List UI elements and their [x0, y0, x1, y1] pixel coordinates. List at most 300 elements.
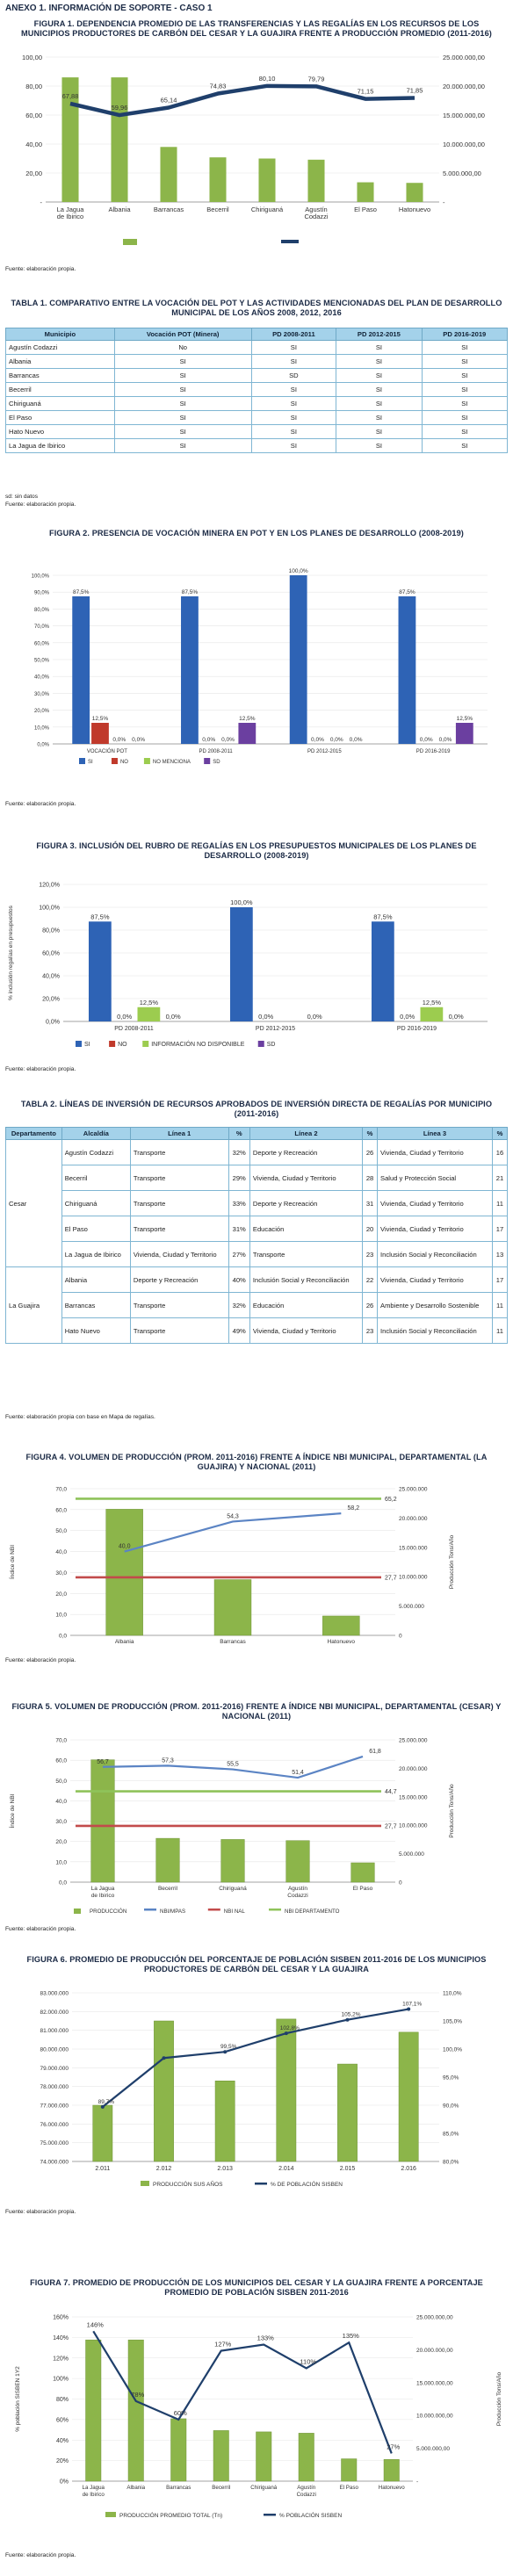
table-cell: SI [251, 411, 336, 425]
legend-label: NBI NAL [223, 1909, 245, 1915]
table-row [6, 383, 508, 397]
bar [290, 575, 307, 744]
y-tick-label: 10,0 [55, 1859, 67, 1866]
x-tick-label: 2.013 [217, 2166, 233, 2172]
legend-swatch [109, 1041, 115, 1047]
bar [406, 183, 423, 202]
data-label: 54,3 [227, 1513, 239, 1520]
data-label: 0,0% [329, 737, 343, 743]
data-label: 44,7 [385, 1789, 397, 1796]
y2-tick-label: 20.000.000 [399, 1765, 428, 1772]
table-cell: SI [422, 369, 507, 383]
y-tick-label: 120% [53, 2356, 69, 2363]
table-cell: SI [114, 383, 251, 397]
data-label: 61,8 [369, 1748, 381, 1755]
bar [215, 2081, 235, 2161]
table-header-cell: Alcaldía [61, 1128, 130, 1140]
table-row [6, 425, 508, 439]
x-tick-label: Becerril [212, 2485, 231, 2491]
legend-swatch [105, 2512, 116, 2517]
figure-2-chart [0, 559, 513, 797]
table-cell: Educación [249, 1216, 362, 1242]
bar [256, 2432, 271, 2481]
y-tick-label: 40,0% [33, 675, 49, 681]
x-tick-label: de Ibirico [56, 213, 84, 220]
x-tick-label: Barrancas [153, 206, 184, 213]
table-cell: 32% [228, 1293, 249, 1318]
x-tick-label: Albania [108, 206, 131, 213]
bar [351, 1863, 375, 1882]
table-row [6, 369, 508, 383]
table-cell: Transporte [130, 1191, 228, 1216]
y2-tick-label: 10.000.000,00 [416, 2413, 453, 2420]
y-tick-label: 30,0 [55, 1569, 67, 1577]
data-label: 0,0% [221, 737, 235, 743]
table-cell: 26 [363, 1140, 378, 1165]
legend-label: PRODUCCIÓN SUS AÑOS [153, 2182, 223, 2188]
table-2 [5, 1127, 508, 1344]
bar [230, 907, 253, 1021]
x-tick-label: Chiriguaná [219, 1886, 247, 1892]
table-cell: 31% [228, 1216, 249, 1242]
legend-swatch [142, 1041, 148, 1047]
table-cell: SI [336, 439, 422, 453]
y-axis-label: Índice de NBI [10, 1544, 16, 1580]
legend-swatch [204, 758, 210, 764]
x-tick-label: Albania [126, 2485, 146, 2491]
y2-tick-label: - [416, 2479, 419, 2486]
data-label: 99,5% [220, 2044, 237, 2051]
bar [286, 1841, 310, 1882]
y2-tick-label: 10.000.000,00 [443, 141, 485, 148]
y-tick-label: 20% [55, 2458, 69, 2465]
series-point [346, 2018, 350, 2022]
table-cell: Salud y Protección Social [378, 1165, 493, 1191]
table-row [6, 355, 508, 369]
x-tick-label: de Ibirico [90, 1893, 115, 1899]
table-row [6, 1140, 508, 1165]
data-label: 87,5% [181, 589, 199, 595]
table-cell: SI [251, 341, 336, 355]
y2-tick-label: 15.000.000 [399, 1794, 428, 1801]
data-label: 12,5% [422, 998, 442, 1007]
series-point [101, 2105, 105, 2109]
table-cell: Vivienda, Ciudad y Territorio [249, 1318, 362, 1344]
table-cell: SI [251, 355, 336, 369]
table-cell: SI [251, 439, 336, 453]
y2-tick-label: 25.000.000 [399, 1737, 428, 1744]
table-cell: 20 [363, 1216, 378, 1242]
data-label: 56,7 [97, 1758, 109, 1765]
legend-label: NO MENCIONA [152, 760, 191, 765]
y-tick-label: 78.000.000 [40, 2084, 69, 2091]
table-cell: SI [251, 397, 336, 411]
bar [154, 2021, 173, 2161]
bar [156, 1838, 180, 1882]
legend-label: SD [213, 760, 220, 765]
table-cell: 11 [492, 1318, 507, 1344]
data-label: 58,2 [347, 1505, 360, 1512]
legend-label: NBI DEPARTAMENTO [285, 1909, 340, 1915]
y-tick-label: 60,0% [33, 641, 49, 647]
y2-tick-label: 5.000.000 [399, 1851, 424, 1858]
data-label: 60% [173, 2408, 187, 2417]
y-tick-label: 0,0 [58, 1880, 67, 1887]
table-cell: SI [336, 369, 422, 383]
x-tick-label: Codazzi [304, 213, 329, 220]
y-tick-label: 80,0% [33, 607, 49, 613]
y-tick-label: 20,0% [42, 996, 60, 1003]
legend-swatch-bar [123, 239, 137, 245]
table-1-note: sd: sin datos [5, 494, 39, 500]
x-tick-label: Becerril [157, 1886, 178, 1892]
data-label: 40,0 [118, 1543, 131, 1550]
x-tick-label: PD 2016-2019 [415, 749, 451, 754]
table-header-cell: Línea 2 [249, 1128, 362, 1140]
y2-tick-label: 20.000.000,00 [443, 83, 485, 90]
y-tick-label: 20,0 [55, 1591, 67, 1598]
table-header-cell: % [492, 1128, 507, 1140]
y2-tick-label: 90,0% [443, 2103, 459, 2110]
x-tick-label: Becerril [206, 206, 229, 213]
x-tick-label: Chiriguaná [250, 206, 284, 213]
bar [337, 2064, 357, 2161]
bar [421, 1007, 444, 1021]
data-label: 0,0% [438, 737, 452, 743]
bar [181, 596, 199, 744]
data-label: 12,5% [91, 716, 109, 722]
bar [322, 1616, 359, 1635]
y2-axis-label: Producción Tons/Año [496, 2371, 502, 2427]
x-tick-label: Albania [114, 1639, 134, 1645]
data-label: 87,5% [72, 589, 90, 595]
data-label: 0,0% [165, 1013, 181, 1021]
table-cell: SI [422, 411, 507, 425]
legend-label: NO [118, 1042, 127, 1048]
y2-tick-label: 20.000.000 [399, 1515, 428, 1522]
table-cell: 13 [492, 1242, 507, 1267]
y-tick-label: 60,0% [42, 950, 60, 957]
table-cell: SI [114, 425, 251, 439]
data-label: 79,79 [307, 75, 325, 83]
table-cell: 49% [228, 1318, 249, 1344]
table-cell: La Jagua de Ibirico [61, 1242, 130, 1267]
table-cell: SI [114, 411, 251, 425]
y-tick-label: 30,0% [33, 691, 49, 697]
y-tick-label: 120,0% [39, 882, 60, 889]
table-cell: SI [336, 397, 422, 411]
data-label: 100,0% [230, 898, 253, 906]
y-axis-label: % población SISBEN 1Y2 [15, 2366, 21, 2432]
data-label: 71,85 [406, 86, 423, 95]
y-tick-label: 40,0 [55, 1549, 67, 1556]
table-cell: 31 [363, 1191, 378, 1216]
data-label: 0,0% [258, 1013, 274, 1021]
data-label: 57,3 [162, 1757, 174, 1764]
bar [384, 2459, 399, 2481]
legend-swatch [76, 1041, 82, 1047]
bar [258, 159, 275, 203]
figure-7-title: FIGURA 7. PROMEDIO DE PRODUCCIÓN DE LOS MUNICIPIOS DEL CESAR Y LA GUAJIRA FRENTE A PORCENTAJE PROMEDIO DE POBLACIÓN SISBEN 2011-2016 [30, 2278, 483, 2297]
data-label: 80,10 [258, 74, 276, 83]
y-tick-label: 10,0 [55, 1612, 67, 1619]
y-tick-label: 60,0 [55, 1757, 67, 1764]
data-label: 65,14 [160, 96, 177, 105]
figure-4-chart [0, 1482, 513, 1653]
data-label: 87,5% [399, 589, 415, 595]
bar [91, 1760, 115, 1882]
legend-swatch [79, 758, 85, 764]
data-label: 100,0% [288, 568, 308, 574]
table-cell: Deporte y Recreación [130, 1267, 228, 1293]
y-tick-label: 40% [55, 2437, 69, 2444]
x-tick-label: Codazzi [296, 2492, 316, 2498]
x-tick-label: La Jagua [90, 1886, 115, 1892]
table-cell: Transporte [130, 1318, 228, 1344]
table-cell: Barrancas [61, 1293, 130, 1318]
table-header-cell: PD 2016-2019 [422, 328, 507, 341]
legend-label: % POBLACIÓN SISBEN [279, 2513, 343, 2519]
y2-tick-label: 5.000.000,00 [443, 170, 481, 177]
data-label: 65,2 [385, 1496, 397, 1503]
y-tick-label: 82.000.000 [40, 2009, 69, 2016]
bar [299, 2433, 314, 2481]
data-label: 0,0% [202, 737, 216, 743]
legend-swatch [141, 2181, 149, 2186]
y2-tick-label: 95,0% [443, 2075, 459, 2082]
table-cell: SI [422, 425, 507, 439]
table-cell: Transporte [130, 1140, 228, 1165]
y-tick-label: 40,0% [42, 973, 60, 980]
data-label: 107,1% [402, 2001, 423, 2008]
x-tick-label: 2.011 [95, 2166, 111, 2172]
y2-axis-label: Producción Tons/Año [449, 1784, 455, 1838]
table-cell: SI [114, 439, 251, 453]
y-tick-label: 75.000.000 [40, 2140, 69, 2147]
table-cell: Deporte y Recreación [249, 1140, 362, 1165]
y2-tick-label: - [443, 198, 445, 206]
data-label: 0,0% [132, 737, 145, 743]
table-header-cell: Vocación POT (Minera) [114, 328, 251, 341]
table-cell: Transporte [130, 1165, 228, 1191]
table-2-title: TABLA 2. LÍNEAS DE INVERSIÓN DE RECURSOS APROBADOS DE INVERSIÓN DIRECTA DE REGALÍAS POR MUNICIPIO (2011-2016) [20, 1100, 493, 1118]
table-cell: Ambiente y Desarrollo Sostenible [378, 1293, 493, 1318]
bar [138, 1007, 161, 1021]
table-cell: Transporte [130, 1216, 228, 1242]
figure-3-source: Fuente: elaboración propia. [5, 1066, 76, 1072]
y-tick-label: 77.000.000 [40, 2103, 69, 2110]
legend-label: INFORMACIÓN NO DISPONIBLE [151, 1042, 245, 1048]
table-cell: SI [114, 397, 251, 411]
y-tick-label: 50,0% [33, 658, 49, 664]
y-tick-label: 74.000.000 [40, 2159, 69, 2166]
table-row [6, 397, 508, 411]
table-cell: SI [114, 355, 251, 369]
table-1-title: TABLA 1. COMPARATIVO ENTRE LA VOCACIÓN DEL POT Y LAS ACTIVIDADES MENCIONADAS DEL PLAN DE DESARROLLO MUNICIPAL DE LOS AÑOS 2008, 2012, 2016 [11, 299, 502, 317]
y-tick-label: 160% [53, 2314, 69, 2321]
table-cell: Inclusión Social y Reconciliación [378, 1318, 493, 1344]
figure-1-title: FIGURA 1. DEPENDENCIA PROMEDIO DE LAS TRANSFERENCIAS Y LAS REGALÍAS EN LOS RECURSOS DE LOS MUNICIPIOS PRODUCTORES DE CARBÓN DEL CESAR Y LA GUAJIRA FRENTE A PRODUCCIÓN PROMEDIO (2011-2016) [21, 19, 492, 38]
figure-6-chart [0, 1986, 513, 2205]
data-label: 146% [86, 2320, 104, 2329]
series-point [223, 2050, 227, 2053]
table-cell: Becerril [61, 1165, 130, 1191]
legend-swatch [269, 1909, 281, 1911]
table-cell: SI [336, 341, 422, 355]
legend-label: SD [266, 1042, 276, 1048]
table-cell: 33% [228, 1191, 249, 1216]
bar [221, 1839, 245, 1882]
legend-swatch [74, 1909, 81, 1914]
table-cell: Inclusión Social y Reconciliación [249, 1267, 362, 1293]
table-cell: 23 [363, 1242, 378, 1267]
x-tick-label: PD 2012-2015 [255, 1026, 296, 1032]
x-tick-label: 2.014 [278, 2166, 294, 2172]
data-label: 127% [214, 2340, 232, 2349]
y-tick-label: 76.000.000 [40, 2121, 69, 2128]
figure-7-chart [0, 2310, 513, 2534]
table-cell: Transporte [130, 1293, 228, 1318]
y2-tick-label: 80,0% [443, 2159, 459, 2166]
figure-2-source: Fuente: elaboración propia. [5, 801, 76, 807]
bar [399, 2032, 418, 2161]
table-cell: 26 [363, 1293, 378, 1318]
y-tick-label: 0,0% [46, 1019, 60, 1026]
table-cell: SI [251, 425, 336, 439]
y2-tick-label: 20.000.000,00 [416, 2347, 453, 2354]
x-tick-label: Hatonuevo [327, 1639, 356, 1645]
bar [357, 183, 373, 202]
table-cell: Inclusión Social y Reconciliación [378, 1242, 493, 1267]
table-cell: Educación [249, 1293, 362, 1318]
table-cell: SD [251, 369, 336, 383]
series-point [163, 2056, 166, 2060]
y2-tick-label: 100,0% [443, 2046, 463, 2053]
table-cell: Deporte y Recreación [249, 1191, 362, 1216]
data-label: 87,5% [373, 913, 393, 921]
y-tick-label: 0,0 [58, 1633, 67, 1640]
table-cell: SI [336, 355, 422, 369]
y-tick-label: 100,0% [39, 905, 60, 912]
y2-tick-label: 85,0% [443, 2131, 459, 2138]
y-tick-label: 20,0 [55, 1839, 67, 1846]
y-tick-label: 60% [55, 2417, 69, 2424]
table-cell: 27% [228, 1242, 249, 1267]
table-row [6, 1318, 508, 1344]
data-label: 27% [387, 2443, 401, 2451]
data-label: 0,0% [307, 1013, 322, 1021]
bar [238, 723, 256, 744]
y2-tick-label: 5.000.000 [399, 1604, 424, 1611]
y-tick-label: 10,0% [33, 725, 49, 732]
table-cell: Vivienda, Ciudad y Territorio [378, 1216, 493, 1242]
data-label: 0,0% [419, 737, 433, 743]
table-cell: Chiriguaná [6, 397, 115, 411]
legend-swatch-line [281, 240, 299, 243]
table-cell: Transporte [249, 1242, 362, 1267]
y-tick-label: 0% [59, 2479, 69, 2486]
data-label: 78% [131, 2390, 145, 2399]
table-cell: Hato Nuevo [6, 425, 115, 439]
bar [106, 1509, 143, 1635]
legend-swatch [258, 1041, 264, 1047]
table-cell: 32% [228, 1140, 249, 1165]
y-tick-label: 83.000.000 [40, 1990, 69, 1997]
data-label: 51,4 [292, 1770, 304, 1777]
y2-tick-label: 15.000.000,00 [443, 112, 485, 119]
legend-label: SI [84, 1042, 90, 1048]
table-row [6, 1216, 508, 1242]
legend-label: NBI/MPAS [160, 1909, 186, 1915]
y-tick-label: 70,0 [55, 1737, 67, 1744]
y-tick-label: 90,0% [33, 590, 49, 596]
figure-1-chart [0, 53, 513, 263]
x-tick-label: PD 2012-2015 [307, 749, 342, 754]
y2-tick-label: 10.000.000 [399, 1822, 428, 1829]
bar [277, 2019, 296, 2161]
y2-tick-label: 15.000.000,00 [416, 2380, 453, 2387]
bar [209, 157, 226, 202]
x-tick-label: PD 2016-2019 [396, 1026, 437, 1032]
figure-5-chart [0, 1733, 513, 1922]
table-cell: Becerril [6, 383, 115, 397]
annex-title: ANEXO 1. INFORMACIÓN DE SOPORTE - CASO 1 [5, 4, 213, 13]
x-tick-label: de Ibirico [82, 2492, 105, 2498]
y2-axis-label: Producción Tons/Año [449, 1534, 455, 1590]
bar [72, 596, 90, 744]
legend-swatch [112, 758, 118, 764]
bar [399, 596, 416, 744]
legend-label: PRODUCCIÓN PROMEDIO TOTAL (Tn) [119, 2513, 223, 2519]
y2-tick-label: 5.000.000,00 [416, 2446, 450, 2453]
figure-3-title: FIGURA 3. INCLUSIÓN DEL RUBRO DE REGALÍAS EN LOS PRESUPUESTOS MUNICIPALES DE LOS PLANES DE DESARROLLO (2008-2019) [36, 841, 477, 860]
bar [213, 2430, 228, 2481]
table-cell: SI [114, 369, 251, 383]
data-label: 67,88 [61, 91, 79, 100]
legend-label: SI [88, 760, 93, 765]
table-cell: 21 [492, 1165, 507, 1191]
y-tick-label: 70,0% [33, 624, 49, 631]
data-label: 0,0% [112, 737, 126, 743]
x-tick-label: 2.015 [339, 2166, 356, 2172]
x-tick-label: Codazzi [287, 1893, 308, 1899]
y-axis-label: Índice de NBI [10, 1793, 16, 1829]
y2-tick-label: 15.000.000 [399, 1545, 428, 1552]
data-label: 12,5% [139, 998, 159, 1007]
table-row [6, 439, 508, 453]
y-tick-label: 100,0% [31, 574, 49, 580]
data-label: 133% [256, 2334, 274, 2342]
y-tick-label: 79.000.000 [40, 2065, 69, 2072]
table-cell: SI [251, 383, 336, 397]
y-tick-label: 40,0 [55, 1798, 67, 1805]
y-tick-label: 80,0% [42, 927, 60, 934]
legend-swatch [144, 758, 150, 764]
bar [456, 723, 473, 744]
table-cell: El Paso [61, 1216, 130, 1242]
table-cell: 17 [492, 1267, 507, 1293]
table-cell: 11 [492, 1191, 507, 1216]
table-header-cell: Departamento [6, 1128, 62, 1140]
bar [171, 2419, 186, 2481]
table-cell: 40% [228, 1267, 249, 1293]
table-row [6, 1191, 508, 1216]
x-tick-label: El Paso [352, 1886, 373, 1892]
bar [89, 921, 112, 1021]
y-tick-label: 81.000.000 [40, 2028, 69, 2035]
y-tick-label: - [40, 198, 42, 206]
y-tick-label: 20,0% [33, 709, 49, 715]
